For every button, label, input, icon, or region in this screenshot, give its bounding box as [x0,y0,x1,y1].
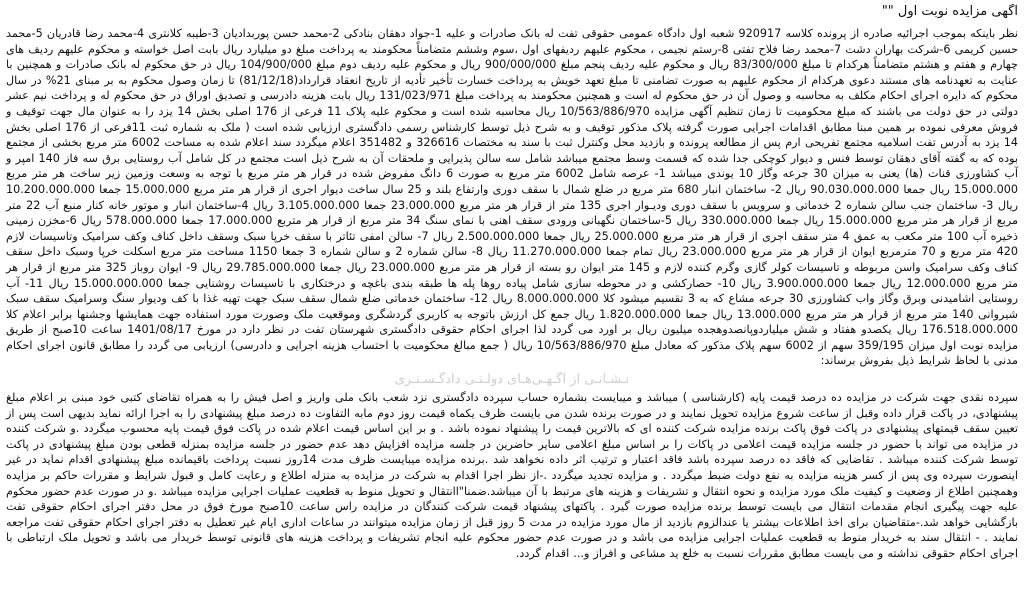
notice-title: آگهی مزایده نوبت اول "" [881,4,1018,19]
notice-paragraph-2: سپرده نقدی جهت شرکت در مزایده ده درصد قیمت پایه (کارشناسی ) میباشد و میبایست بشماره حساب سپرده دادگستری نزد شعب بانک ملی واریز و اصل فیش را به همراه تقاضای کتبی خود مبنی بر اعلام مبلغ پیشنهادی، در پاکت قرار داده وقبل از ساعت شروع مزایده تحویل نمایند و در صورت برنده شدن می بایست ظرف یکماه قیمت روز دوم مابه التفاوت ده درصد مبلغ پیشنهادی را به اجرا ارائه نماید بدیهی است پس از تعیین سقف قیمتهای پیشنهادی در پاکت فوق پاکت برنده مزایده شرکت کننده ای که بالاترین قیمت را پیشنهاد نموده باشد . و بر این اساس قیمت اعلام شده در پاکت فوق قیمت پایه محسوب میگردد .و شرکت کننده در مزایده می تواند با حضور در جلسه مزایده قیمت اعلامی در پاکات را بر اساس مبلغ اعلامی سایر حاضرین در جلسه مزایده افزایش دهد عدم حضور در جلسه مزایده بمنزله قطعی بودن مبلغ پیشنهادی در پاکت توسط شرکت کننده میباشد . تقاضایی که فاقد ده درصد سپرده باشد فاقد اعتبار و ترتیب اثر داده نخواهد شد .برنده مزایده میبایست ظرف مدت 14روز نسبت پرداخت باقیمانده مبلغ پیشنهادی اقدام نماید در غیر اینصورت سپرده وی پس از کسر هزینه مزایده به نفع دولت ضبط میگردد . و مزایده تجدید میگردد .-از نظر اجرا اقدام به شرکت در مزایده به منزله اطلاع و رعایت کامل و قبول شرایط و مقررات حاکم بر مزایده وهمچنین اطلاع از وضعیت و کیفیت ملک مورد مزایده و نحوه انتقال و تشریفات و هزینه های مرتبط با آن میباشد.ضمنا"اانتقال و تحویل منوط به قطعیت عملیات اجرایی مزایده میباشد .و در صورت عدم حضور محکوم علیه جهت پیگیری انجام مقدمات انتقال می بایست توسط برنده مزایده صورت گیرد . پاکتهای پیشنهاد قیمت شرکت کنندگان در مزایده راس ساعت 10صبح مورخ فوق در محل دفتر اجرای احکام حقوقی تفت بازگشایی خواهد شد.-متقاضیان برای اخذ اطلاعات بیشتر یا عندالزوم بازدید از مال مورد مزایده در مدت 5 روز قبل از زمان مزایده میتوانند در ساعات اداری ایام غیر تعطیل به دفتر اجرای احکام حقوقی تفت مراجعه نمایند . - انتقال سند به خریدار منوط به قطعیت عملیات اجرایی مزایده می باشد و در صورت عدم حضور محکوم علیه انجام تشریفات و پرداخت هزینه های قانونی توسط خریدار می باشد و تحویل ملک ارتباطی با اجرای احکام حقوقی نداشته و می بایست مطابق مقررات نسبت به خلع ید مشاعی و افراز و... اقدام گردد. [6,391,1018,560]
watermark-text: نـشـانـی از آگـهـی‌هـای دولـتـی دادگـسـتـری [394,372,630,388]
notice-paragraph-1: نظر باینکه بموجب اجرائیه صادره از پرونده کلاسه 920917 شعبه اول دادگاه عمومی حقوقی تفت له بانک صادرات و علیه 1-جواد دهقان بنادکی 2-محمد حسن پوربدادیان 3-طیبه کلانتری 4-محمد رضا قادریان 5-محمد حسین کریمی 6-شرکت بهاران دشت 7-محمد رضا فلاح تفتی 8-رستم نجیمی ، محکوم علیهم ردیفهای اول ،سوم وششم متضامناً محکومند به پرداخت مبلغ دو میلیارد ریال بابت اصل خواسته و محکوم علیهم ردیف های چهارم و هفتم و هشتم متضامناً هرکدام تا مبلغ 83/300/000 ریال و محکوم علیه ردیف پنجم مبلغ 900/000/000 ریال و محکوم علیه ردیف دوم مبلغ 104/900/000 ریال در حق محکوم له بانک صادرات و همچنین با عنایت به تعهدنامه های مستند دعوی هرکدام از محکوم علیهم به صورت تضامنی تا مبلغ تعهد خویش به پرداخت خسارت تأخیر تأدیه از تاریخ انعقاد قرارداد(81/12/18) تا زمان وصول محکوم به بر مبنای 21% در سال محکوم که دایره اجرای احکام مکلف به محاسبه و وصول آن در حق محکوم له است و همچنین محکومند به پرداخت مبلغ 131/023/971 ریال بابت هزینه دادرسی و تصدیق اوراق در حق محکوم له و پرداخت نیم عشر دولتی در حق دولت می باشند که مبلغ محکومیت تا زمان تنظیم آگهی مزایده 10/563/886/970 ریال محاسبه شده است و محکوم علیه پلاک 11 فرعی از 176 اصلی بخش 14 یزد را به عنوان مال جهت توقیف و فروش معرفی نموده بر همین مبنا مطابق اقدامات اجرایی صورت گرفته پلاک مذکور توقیف و به شرح ذیل توسط کارشناس رسمی دادگستری ارزیابی شده است ( ملک به شماره ثبت 11فرعی از 176 اصلی بخش 14 یزد به آدرس تفت اسلامیه مجتمع تفریحی ارم پس از مطالعه پرونده و بازدید محل وکنترل ثبت با سند به مختصات 326616 و 351482 اعلام میگردد سند اعلام شده به مساحت 6002 متر مربع بخشی از مجتمع بوده که به گفته آقای دهقان توسط فنس و دیوار کوچکی جدا شده که قسمت وسط مجتمع میباشد شامل سه سالن پذیرایی و ملحقات آن به شرح ذیل است مجتمع در کل شامل آب روستایی برق سه فاز 140 امپر و آب کشاورزی قنات (ها) یعنی به میزان 30 جرعه وگاز 10 یوندی میباشد 1- عرصه شامل 6002 متر مربع به صورت 6 دانگ مفروض شده در قرار هر متر مربع با توجه به وسعت وزمین زیر ساخت هر متر مربع 15.000.000 ریال جمعا 90.030.000.000 ریال 2- ساختمان انبار 680 متر مربع در ضلع شمال با سقف دوری وارتفاع بلند و 25 سال ساخت دیوار اجری از قرار هر متر مربع 15.000.000 جمعا 10.200.000.000 ریال 3- ساختمان جنب سالن شماره 2 خدماتی و سرویس با سقف دوری ودیـوار اجری 135 متر از قرار هر متر مربع 23.000.000 جمعا 3.105.000.000 ریال 4-ساختمان انبار و موتور خانه کنار منبع آب 22 متر مربع از قرار هر متر مربع 15.000.000 ریال جمعا 330.000.000 ریال 5-ساختمان نگهبانی ورودی سقف اهنی با نمای سنگ 34 متر مربع از قرار هر متربع 17.000.000 جمعا 578.000.000 ریال 6-مخزن زمینی ذخیره آب 100 متر مکعب به عمق 4 متر سقف اجری از قرار هر متر مربع 25.000.000 ریال جمعا 2.500.000.000 ریال 7- سالن امفی تئاتر با سقف خرپا سبک وسقف داخل کناف وکف سرامیک وتاسیسات لازم 420 متر مربع و 70 مترمربع ایوان از قرار هر متر مربع 23.000.000 ریال تمام جمعا 11.270.000.000 ریال 8- سالن شماره 2 و سالن شماره 3 جمعا 1150 مساحت متر مربع اسکلت خرپا وسبک داخل سقف کناف وکف سرامیک واسن مربوطه و تاسیسات کولر گازی وگرم کننده لازم و 145 متر ایوان رو بسته از قرار هر متر مربع 23.000.000 ریال جمعا 29.785.000.000 ریال 9- ایوان روباز 325 متر مربع از قرار هر متر مربع 12.000.000 ریال جمعا 3.900.000.000 ریال 10- حصارکشی و در محوطه سازی شامل پیاده روها پله ها طبقه بندی باغچه و درختکاری با تاسیسات روشنایی جمعا 15.000.000.000 ریال 11- آب روستایی اشامیدنی وبرق وگاز واب کشاورزی 30 جرعه مشاع که به 3 تقسیم میشود کلا 8.000.000.000 ریال 12- ساختمان خدماتی ضلع شمال سقف سبک جهت تهیه غذا با کف ودیوار سنگ وسرامیک سقف سبک شیروانی 140 متر مربع از قرار هر متر مربع 13.000.000 ریال جمعا 1.820.000.000 ریال جمع کل ارزش باتوجه به کاربری گردشگری وموقعیت ملک وصورت مورد استفاده جهت همایشها وجشنها برابر اعلام کلا 176.518.000.000 ریال یکصدو هفتاد و شش میلیاردوپانصدوهجده میلیون ریال بر اورد می گردد لذا اجرای احکام حقوقی دادگستری شهرستان تفت در نظر دارد در مورخ 1401/08/17 ساعت 10صبح از طریق مزایده نوبت اول میزان 359/195 سهم از 6002 سهم پلاک مذکور که معادل مبلغ 10/563/886/970 ریال ( جمع مبالغ محکومیت با احتساب هزینه اجرایی و دادرسی) ارزیابی می گردد را مطابق قانون اجرای احکام مدنی با لحاظ شرایط ذیل بفروش برساند: [6,27,1019,368]
watermark-separator [6,372,1018,388]
